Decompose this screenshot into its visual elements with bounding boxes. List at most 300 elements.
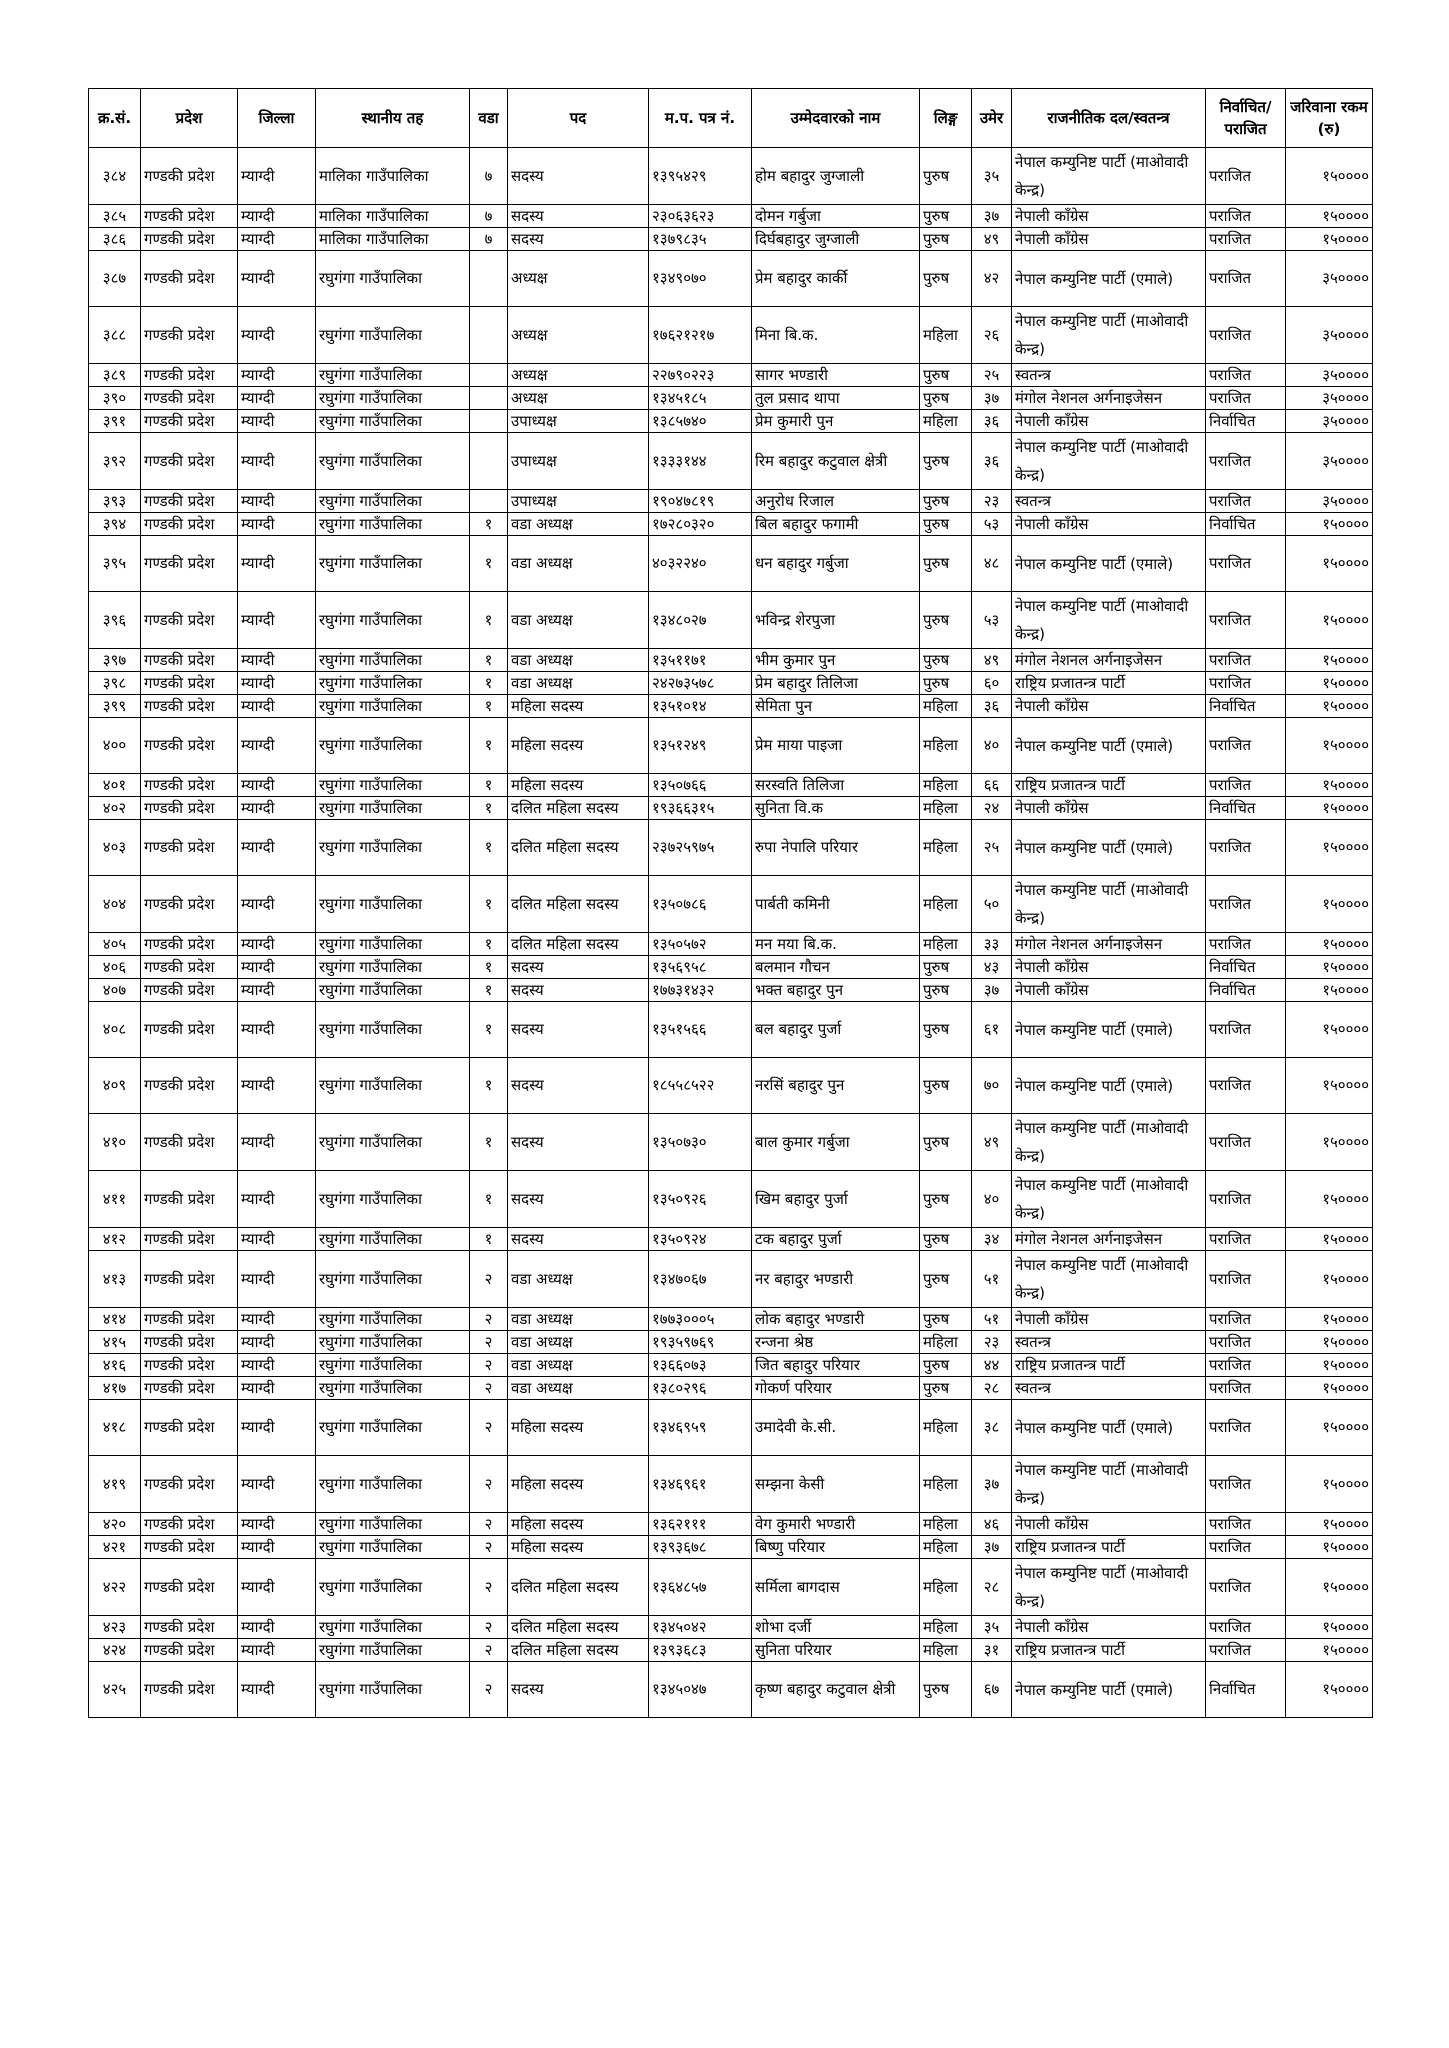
cell-local-level: रघुगंगा गाउँपालिका (316, 956, 470, 979)
cell-local-level: रघुगंगा गाउँपालिका (316, 1171, 470, 1228)
cell-fine: ३५०००० (1286, 433, 1373, 490)
cell-province: गण्डकी प्रदेश (141, 797, 238, 820)
cell-party: नेपाली काँग्रेस (1012, 513, 1206, 536)
cell-gender: पुरुष (920, 387, 972, 410)
cell-age: ३१ (972, 1639, 1012, 1662)
cell-party: नेपाली काँग्रेस (1012, 1513, 1206, 1536)
cell-ward (470, 490, 508, 513)
cell-province: गण्डकी प्रदेश (141, 433, 238, 490)
cell-ward: २ (470, 1308, 508, 1331)
cell-ward: २ (470, 1616, 508, 1639)
cell-fine: ३५०००० (1286, 251, 1373, 307)
cell-local-level: रघुगंगा गाउँपालिका (316, 820, 470, 876)
cell-serial: ३९३ (89, 490, 141, 513)
cell-candidate-name: नर बहादुर भण्डारी (752, 1251, 920, 1308)
cell-post: दलित महिला सदस्य (508, 933, 649, 956)
table-row (89, 251, 1373, 307)
cell-age: ५१ (972, 1308, 1012, 1331)
cell-district: म्याग्दी (238, 251, 316, 307)
cell-district: म्याग्दी (238, 1616, 316, 1639)
cell-province: गण्डकी प्रदेश (141, 490, 238, 513)
cell-result: पराजित (1206, 1171, 1286, 1228)
cell-voter-id: १३५०९२६ (649, 1171, 752, 1228)
cell-age: ३६ (972, 433, 1012, 490)
cell-local-level: रघुगंगा गाउँपालिका (316, 1002, 470, 1058)
cell-serial: ४१५ (89, 1331, 141, 1354)
cell-result: निर्वाचित (1206, 513, 1286, 536)
cell-candidate-name: प्रेम बहादुर तिलिजा (752, 672, 920, 695)
cell-age: ३३ (972, 933, 1012, 956)
cell-gender: महिला (920, 1639, 972, 1662)
cell-post: वडा अध्यक्ष (508, 672, 649, 695)
table-row (89, 1616, 1373, 1639)
cell-candidate-name: सागर भण्डारी (752, 364, 920, 387)
cell-candidate-name: कृष्ण बहादुर कटुवाल क्षेत्री (752, 1662, 920, 1718)
cell-serial: ४११ (89, 1171, 141, 1228)
cell-age: ४८ (972, 536, 1012, 592)
cell-voter-id: १७२८०३२० (649, 513, 752, 536)
cell-party: स्वतन्त्र (1012, 1377, 1206, 1400)
table-row (89, 1456, 1373, 1513)
cell-gender: महिला (920, 774, 972, 797)
cell-gender: महिला (920, 695, 972, 718)
cell-serial: ४०३ (89, 820, 141, 876)
cell-age: २३ (972, 490, 1012, 513)
cell-district: म्याग्दी (238, 536, 316, 592)
cell-voter-id: १३९३६८३ (649, 1639, 752, 1662)
cell-voter-id: १३४७०६७ (649, 1251, 752, 1308)
table-row (89, 797, 1373, 820)
cell-result: पराजित (1206, 1639, 1286, 1662)
cell-voter-id: १९३५९७६९ (649, 1331, 752, 1354)
cell-fine: १५०००० (1286, 1171, 1373, 1228)
cell-age: ४३ (972, 956, 1012, 979)
cell-serial: ४२१ (89, 1536, 141, 1559)
cell-voter-id: १९०४७८१९ (649, 490, 752, 513)
cell-party: स्वतन्त्र (1012, 1331, 1206, 1354)
cell-post: वडा अध्यक्ष (508, 1354, 649, 1377)
cell-age: २६ (972, 307, 1012, 364)
cell-ward: २ (470, 1559, 508, 1616)
cell-age: ४२ (972, 251, 1012, 307)
cell-age: ४० (972, 718, 1012, 774)
cell-age: २५ (972, 364, 1012, 387)
cell-post: वडा अध्यक्ष (508, 1251, 649, 1308)
cell-party: नेपाली काँग्रेस (1012, 979, 1206, 1002)
cell-age: ३५ (972, 1616, 1012, 1639)
table-row (89, 148, 1373, 205)
cell-province: गण्डकी प्रदेश (141, 387, 238, 410)
cell-age: ४९ (972, 1114, 1012, 1171)
cell-candidate-name: सरस्वति तिलिजा (752, 774, 920, 797)
cell-fine: ३५०००० (1286, 364, 1373, 387)
cell-result: निर्वाचित (1206, 410, 1286, 433)
cell-age: ३७ (972, 1536, 1012, 1559)
cell-province: गण्डकी प्रदेश (141, 251, 238, 307)
cell-serial: ४२३ (89, 1616, 141, 1639)
cell-local-level: रघुगंगा गाउँपालिका (316, 774, 470, 797)
cell-province: गण्डकी प्रदेश (141, 979, 238, 1002)
cell-district: म्याग्दी (238, 307, 316, 364)
cell-party: नेपाल कम्युनिष्ट पार्टी (एमाले) (1012, 718, 1206, 774)
cell-local-level: रघुगंगा गाउँपालिका (316, 433, 470, 490)
cell-party: नेपाली काँग्रेस (1012, 410, 1206, 433)
cell-voter-id: १३४५०४७ (649, 1662, 752, 1718)
cell-local-level: रघुगंगा गाउँपालिका (316, 933, 470, 956)
cell-result: निर्वाचित (1206, 956, 1286, 979)
cell-result: पराजित (1206, 1331, 1286, 1354)
table-row (89, 1308, 1373, 1331)
cell-ward (470, 410, 508, 433)
cell-post: दलित महिला सदस्य (508, 876, 649, 933)
cell-fine: १५०००० (1286, 148, 1373, 205)
cell-voter-id: १३५१२४९ (649, 718, 752, 774)
cell-ward: १ (470, 1228, 508, 1251)
cell-post: सदस्य (508, 1114, 649, 1171)
cell-result: पराजित (1206, 1251, 1286, 1308)
cell-serial: ३८९ (89, 364, 141, 387)
cell-gender: महिला (920, 1331, 972, 1354)
cell-voter-id: १३५०९२४ (649, 1228, 752, 1251)
cell-serial: ४१९ (89, 1456, 141, 1513)
cell-gender: पुरुष (920, 364, 972, 387)
cell-ward (470, 251, 508, 307)
table-row (89, 718, 1373, 774)
cell-candidate-name: लोक बहादुर भण्डारी (752, 1308, 920, 1331)
cell-party: मंगोल नेशनल अर्गनाइजेसन (1012, 1228, 1206, 1251)
cell-candidate-name: वेग कुमारी भण्डारी (752, 1513, 920, 1536)
cell-ward: ७ (470, 205, 508, 228)
table-row (89, 307, 1373, 364)
cell-serial: ४०६ (89, 956, 141, 979)
table-row (89, 1171, 1373, 1228)
cell-fine: १५०००० (1286, 1559, 1373, 1616)
cell-serial: ३९९ (89, 695, 141, 718)
cell-voter-id: १३९३६७८ (649, 1536, 752, 1559)
cell-fine: ३५०००० (1286, 490, 1373, 513)
cell-age: ५३ (972, 592, 1012, 649)
cell-party: नेपाली काँग्रेस (1012, 1308, 1206, 1331)
cell-gender: पुरुष (920, 672, 972, 695)
cell-province: गण्डकी प्रदेश (141, 1536, 238, 1559)
cell-voter-id: १३५०७६६ (649, 774, 752, 797)
header-party: राजनीतिक दल/स्वतन्त्र (1012, 89, 1206, 148)
cell-fine: १५०००० (1286, 513, 1373, 536)
cell-ward: २ (470, 1251, 508, 1308)
cell-result: पराजित (1206, 307, 1286, 364)
candidate-table (88, 88, 1373, 1718)
cell-province: गण्डकी प्रदेश (141, 1662, 238, 1718)
cell-district: म्याग्दी (238, 672, 316, 695)
cell-gender: पुरुष (920, 592, 972, 649)
header-voter-id: म.प. पत्र नं. (649, 89, 752, 148)
cell-province: गण्डकी प्रदेश (141, 695, 238, 718)
cell-ward: १ (470, 1058, 508, 1114)
cell-result: पराजित (1206, 774, 1286, 797)
cell-party: नेपाली काँग्रेस (1012, 228, 1206, 251)
cell-result: पराजित (1206, 228, 1286, 251)
cell-result: पराजित (1206, 1536, 1286, 1559)
cell-local-level: रघुगंगा गाउँपालिका (316, 1308, 470, 1331)
cell-party: राष्ट्रिय प्रजातन्त्र पार्टी (1012, 1536, 1206, 1559)
cell-province: गण्डकी प्रदेश (141, 1377, 238, 1400)
table-row (89, 979, 1373, 1002)
cell-province: गण्डकी प्रदेश (141, 228, 238, 251)
cell-fine: १५०००० (1286, 1114, 1373, 1171)
cell-party: राष्ट्रिय प्रजातन्त्र पार्टी (1012, 1354, 1206, 1377)
header-candidate-name: उम्मेदवारको नाम (752, 89, 920, 148)
cell-serial: ३९८ (89, 672, 141, 695)
header-result: निर्वाचित/ पराजित (1206, 89, 1286, 148)
cell-candidate-name: अनुरोध रिजाल (752, 490, 920, 513)
cell-fine: ३५०००० (1286, 410, 1373, 433)
cell-fine: १५०००० (1286, 1662, 1373, 1718)
cell-age: ४६ (972, 1513, 1012, 1536)
cell-local-level: रघुगंगा गाउँपालिका (316, 307, 470, 364)
cell-party: नेपाल कम्युनिष्ट पार्टी (माओवादी केन्द्र) (1012, 876, 1206, 933)
cell-district: म्याग्दी (238, 718, 316, 774)
header-fine: जरिवाना रकम (रु) (1286, 89, 1373, 148)
cell-post: महिला सदस्य (508, 774, 649, 797)
cell-local-level: रघुगंगा गाउँपालिका (316, 979, 470, 1002)
cell-district: म्याग्दी (238, 1513, 316, 1536)
cell-ward: २ (470, 1331, 508, 1354)
cell-post: अध्यक्ष (508, 364, 649, 387)
cell-local-level: रघुगंगा गाउँपालिका (316, 490, 470, 513)
cell-age: ३७ (972, 1456, 1012, 1513)
cell-ward: १ (470, 1114, 508, 1171)
cell-gender: पुरुष (920, 228, 972, 251)
cell-serial: ४२२ (89, 1559, 141, 1616)
cell-province: गण्डकी प्रदेश (141, 1513, 238, 1536)
table-row (89, 1536, 1373, 1559)
cell-candidate-name: सुनिता वि.क (752, 797, 920, 820)
cell-fine: १५०००० (1286, 979, 1373, 1002)
cell-gender: पुरुष (920, 979, 972, 1002)
cell-candidate-name: मन मया बि.क. (752, 933, 920, 956)
table-row (89, 364, 1373, 387)
cell-candidate-name: बिल बहादुर फगामी (752, 513, 920, 536)
cell-age: २८ (972, 1377, 1012, 1400)
cell-district: म्याग्दी (238, 876, 316, 933)
cell-party: नेपाल कम्युनिष्ट पार्टी (एमाले) (1012, 1662, 1206, 1718)
cell-serial: ४०० (89, 718, 141, 774)
cell-serial: ४१० (89, 1114, 141, 1171)
cell-gender: महिला (920, 307, 972, 364)
cell-party: नेपाल कम्युनिष्ट पार्टी (माओवादी केन्द्र) (1012, 148, 1206, 205)
cell-ward: २ (470, 1513, 508, 1536)
cell-fine: १५०००० (1286, 933, 1373, 956)
cell-serial: ४१४ (89, 1308, 141, 1331)
cell-result: पराजित (1206, 1377, 1286, 1400)
cell-age: ४९ (972, 649, 1012, 672)
cell-voter-id: १३३३१४४ (649, 433, 752, 490)
cell-province: गण्डकी प्रदेश (141, 933, 238, 956)
cell-ward: १ (470, 1171, 508, 1228)
cell-candidate-name: भीम कुमार पुन (752, 649, 920, 672)
cell-gender: पुरुष (920, 1308, 972, 1331)
cell-district: म्याग्दी (238, 933, 316, 956)
table-row (89, 695, 1373, 718)
cell-fine: ३५०००० (1286, 307, 1373, 364)
table-row (89, 592, 1373, 649)
cell-ward: २ (470, 1662, 508, 1718)
cell-fine: १५०००० (1286, 1513, 1373, 1536)
cell-local-level: रघुगंगा गाउँपालिका (316, 513, 470, 536)
cell-age: २८ (972, 1559, 1012, 1616)
cell-gender: पुरुष (920, 148, 972, 205)
cell-party: नेपाल कम्युनिष्ट पार्टी (एमाले) (1012, 820, 1206, 876)
cell-post: सदस्य (508, 1058, 649, 1114)
cell-province: गण्डकी प्रदेश (141, 148, 238, 205)
cell-voter-id: १३७९८३५ (649, 228, 752, 251)
cell-ward (470, 307, 508, 364)
cell-district: म्याग्दी (238, 1251, 316, 1308)
cell-fine: १५०००० (1286, 718, 1373, 774)
cell-gender: पुरुष (920, 1662, 972, 1718)
cell-province: गण्डकी प्रदेश (141, 410, 238, 433)
cell-fine: १५०००० (1286, 1308, 1373, 1331)
cell-local-level: रघुगंगा गाउँपालिका (316, 1400, 470, 1456)
cell-local-level: रघुगंगा गाउँपालिका (316, 251, 470, 307)
cell-post: महिला सदस्य (508, 1456, 649, 1513)
cell-local-level: मालिका गाउँपालिका (316, 205, 470, 228)
cell-result: निर्वाचित (1206, 797, 1286, 820)
cell-age: ३८ (972, 1400, 1012, 1456)
cell-serial: ४२० (89, 1513, 141, 1536)
cell-ward: १ (470, 933, 508, 956)
cell-post: सदस्य (508, 979, 649, 1002)
cell-serial: ३८४ (89, 148, 141, 205)
cell-candidate-name: शोभा दर्जी (752, 1616, 920, 1639)
cell-post: उपाध्यक्ष (508, 433, 649, 490)
cell-gender: पुरुष (920, 1114, 972, 1171)
cell-party: नेपाल कम्युनिष्ट पार्टी (एमाले) (1012, 1058, 1206, 1114)
table-row (89, 649, 1373, 672)
cell-ward: १ (470, 718, 508, 774)
cell-local-level: रघुगंगा गाउँपालिका (316, 1251, 470, 1308)
table-row (89, 820, 1373, 876)
cell-local-level: मालिका गाउँपालिका (316, 228, 470, 251)
cell-serial: ४१८ (89, 1400, 141, 1456)
cell-party: नेपाल कम्युनिष्ट पार्टी (एमाले) (1012, 1002, 1206, 1058)
cell-local-level: रघुगंगा गाउँपालिका (316, 1331, 470, 1354)
cell-party: नेपाल कम्युनिष्ट पार्टी (माओवादी केन्द्र) (1012, 1171, 1206, 1228)
header-age: उमेर (972, 89, 1012, 148)
cell-serial: ४२५ (89, 1662, 141, 1718)
cell-result: पराजित (1206, 364, 1286, 387)
cell-serial: ४२४ (89, 1639, 141, 1662)
cell-serial: ३९१ (89, 410, 141, 433)
cell-gender: महिला (920, 1559, 972, 1616)
cell-province: गण्डकी प्रदेश (141, 820, 238, 876)
cell-fine: १५०००० (1286, 592, 1373, 649)
cell-district: म्याग्दी (238, 1354, 316, 1377)
cell-province: गण्डकी प्रदेश (141, 1171, 238, 1228)
table-row (89, 228, 1373, 251)
cell-candidate-name: भक्त बहादुर पुन (752, 979, 920, 1002)
cell-candidate-name: सम्झना केसी (752, 1456, 920, 1513)
cell-result: निर्वाचित (1206, 979, 1286, 1002)
cell-candidate-name: गोकर्ण परियार (752, 1377, 920, 1400)
cell-candidate-name: खिम बहादुर पुर्जा (752, 1171, 920, 1228)
cell-gender: पुरुष (920, 433, 972, 490)
cell-ward: १ (470, 695, 508, 718)
cell-fine: १५०००० (1286, 956, 1373, 979)
cell-ward: २ (470, 1639, 508, 1662)
cell-post: उपाध्यक्ष (508, 410, 649, 433)
cell-fine: १५०००० (1286, 228, 1373, 251)
cell-local-level: रघुगंगा गाउँपालिका (316, 364, 470, 387)
cell-district: म्याग्दी (238, 1058, 316, 1114)
cell-post: वडा अध्यक्ष (508, 1331, 649, 1354)
cell-fine: १५०००० (1286, 1002, 1373, 1058)
cell-result: पराजित (1206, 387, 1286, 410)
cell-voter-id: १३४९०७० (649, 251, 752, 307)
cell-serial: ४०५ (89, 933, 141, 956)
cell-candidate-name: सेमिता पुन (752, 695, 920, 718)
cell-gender: पुरुष (920, 1228, 972, 1251)
cell-serial: ४०४ (89, 876, 141, 933)
cell-district: म्याग्दी (238, 1662, 316, 1718)
cell-gender: महिला (920, 1400, 972, 1456)
cell-province: गण्डकी प्रदेश (141, 1559, 238, 1616)
cell-age: ४० (972, 1171, 1012, 1228)
table-row (89, 1002, 1373, 1058)
cell-province: गण्डकी प्रदेश (141, 1331, 238, 1354)
cell-ward: १ (470, 956, 508, 979)
cell-post: वडा अध्यक्ष (508, 649, 649, 672)
cell-district: म्याग्दी (238, 1228, 316, 1251)
cell-party: नेपाल कम्युनिष्ट पार्टी (माओवादी केन्द्र) (1012, 1559, 1206, 1616)
cell-province: गण्डकी प्रदेश (141, 1616, 238, 1639)
cell-serial: ४१२ (89, 1228, 141, 1251)
cell-gender: महिला (920, 820, 972, 876)
cell-age: ३७ (972, 387, 1012, 410)
cell-ward: १ (470, 672, 508, 695)
cell-district: म्याग्दी (238, 1400, 316, 1456)
cell-candidate-name: तुल प्रसाद थापा (752, 387, 920, 410)
cell-serial: ४०७ (89, 979, 141, 1002)
cell-fine: १५०००० (1286, 774, 1373, 797)
cell-party: नेपाल कम्युनिष्ट पार्टी (माओवादी केन्द्र) (1012, 1114, 1206, 1171)
table-row (89, 1639, 1373, 1662)
header-ward: वडा (470, 89, 508, 148)
cell-result: पराजित (1206, 536, 1286, 592)
cell-local-level: रघुगंगा गाउँपालिका (316, 1639, 470, 1662)
cell-party: स्वतन्त्र (1012, 490, 1206, 513)
cell-age: ४९ (972, 228, 1012, 251)
cell-district: म्याग्दी (238, 364, 316, 387)
cell-result: पराजित (1206, 1559, 1286, 1616)
cell-candidate-name: जित बहादुर परियार (752, 1354, 920, 1377)
cell-party: नेपाली काँग्रेस (1012, 695, 1206, 718)
cell-gender: महिला (920, 718, 972, 774)
table-row (89, 1662, 1373, 1718)
cell-local-level: रघुगंगा गाउँपालिका (316, 592, 470, 649)
cell-gender: पुरुष (920, 649, 972, 672)
cell-result: पराजित (1206, 820, 1286, 876)
cell-province: गण्डकी प्रदेश (141, 1002, 238, 1058)
cell-post: वडा अध्यक्ष (508, 592, 649, 649)
cell-party: नेपाल कम्युनिष्ट पार्टी (एमाले) (1012, 1400, 1206, 1456)
cell-gender: पुरुष (920, 1354, 972, 1377)
cell-voter-id: १३५०७८६ (649, 876, 752, 933)
cell-ward: २ (470, 1536, 508, 1559)
cell-district: म्याग्दी (238, 205, 316, 228)
table-row (89, 536, 1373, 592)
cell-result: पराजित (1206, 1400, 1286, 1456)
